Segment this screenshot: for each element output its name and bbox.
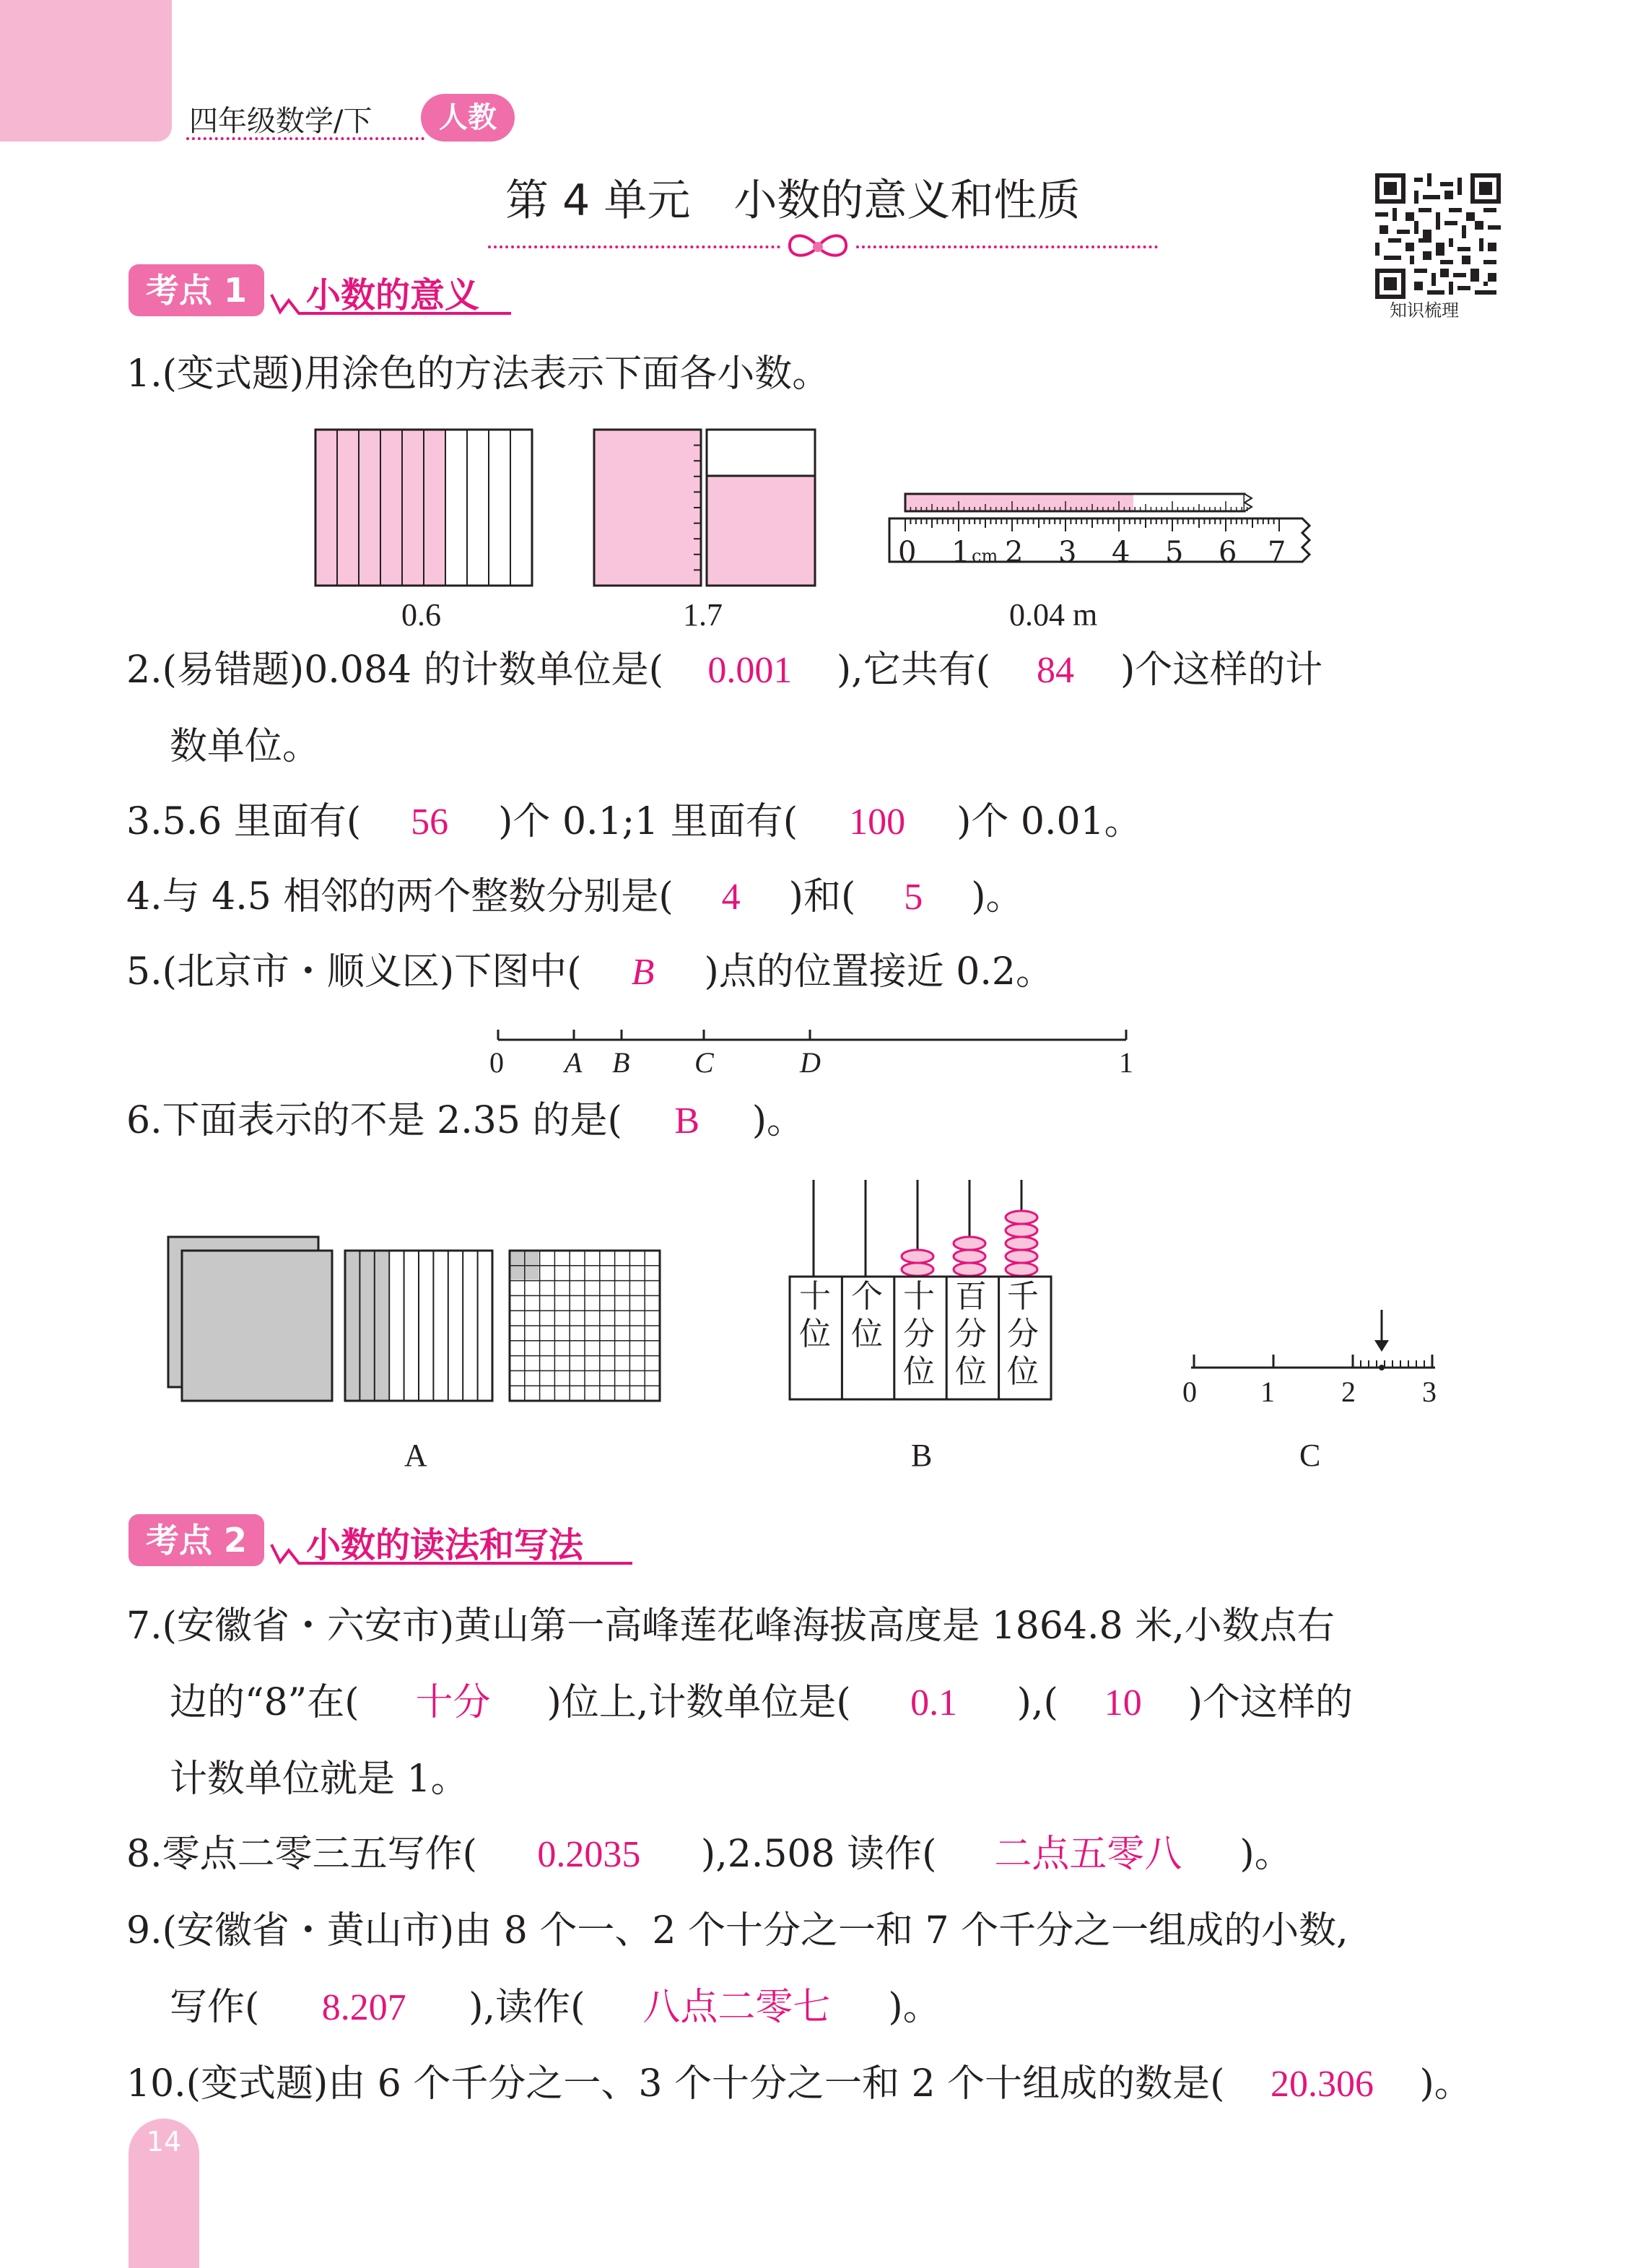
q6-line: 6.下面表示的不是 2.35 的是( B )。 (126, 1099, 805, 1142)
q8-answer1: 0.2035 (537, 1834, 641, 1875)
ruler-num-1: 1 (951, 536, 970, 569)
q5-label-c: C (694, 1046, 714, 1079)
q7-answer2: 0.1 (910, 1682, 958, 1724)
q6c-num-2: 2 (1341, 1376, 1356, 1408)
q2-line1: 2.(易错题)0.084 的计数单位是( 0.001 ),它共有( 84 )个这样的计 (126, 648, 1323, 692)
section1-title: 小数的意义 (306, 275, 480, 316)
section1-underline (267, 289, 513, 318)
q6-option-a-figure (166, 1235, 671, 1408)
q5-label-d: D (800, 1046, 821, 1079)
ruler-num-4: 4 (1112, 536, 1130, 569)
q6-option-a-label: A (404, 1438, 427, 1473)
ruler-num-0: 0 (898, 536, 917, 569)
q5-label-1: 1 (1119, 1046, 1133, 1079)
section2-title: 小数的读法和写法 (306, 1525, 584, 1565)
qr-caption: 知识梳理 (1390, 300, 1459, 321)
q7-line3: 计数单位就是 1。 (170, 1758, 468, 1801)
unit-title: 第 4 单元 小数的意义和性质 (505, 175, 1081, 226)
q1-label-a: 0.6 (401, 597, 441, 633)
section1-badge: 考点 1 (128, 264, 264, 316)
section2-badge: 考点 2 (128, 1514, 264, 1566)
bow-icon (785, 228, 850, 266)
q7-line2: 边的“8”在( 十分 )位上,计数单位是( 0.1 ),( 10 )个这样的 (170, 1681, 1354, 1724)
q10-line: 10.(变式题)由 6 个千分之一、3 个十分之一和 2 个十组成的数是( 20.306 )。 (126, 2062, 1472, 2106)
q6c-num-3: 3 (1422, 1376, 1437, 1408)
q4-answer2: 5 (904, 877, 923, 918)
ruler-num-6: 6 (1219, 536, 1237, 569)
q7-line1: 7.(安徽省・六安市)黄山第一高峰莲花峰海拔高度是 1864.8 米,小数点右 (126, 1604, 1335, 1648)
q4-answer1: 4 (721, 877, 741, 918)
title-dots-right (856, 246, 1158, 248)
ruler-num-7: 7 (1268, 536, 1286, 569)
abacus-label-1: 个位 (851, 1278, 883, 1352)
q2-line2: 数单位。 (170, 725, 321, 768)
q2-answer1: 0.001 (707, 650, 793, 691)
abacus-label-4: 千分位 (1007, 1278, 1039, 1390)
title-dots-left (488, 246, 780, 248)
q9-answer1: 8.207 (321, 1987, 406, 2028)
q9-line2: 写作( 8.207 ),读作( 八点二零七 )。 (170, 1986, 941, 2029)
qr-code-icon (1375, 173, 1501, 299)
ruler-unit: cm (972, 546, 998, 566)
q2-answer2: 84 (1036, 650, 1074, 691)
ruler-num-3: 3 (1058, 536, 1077, 569)
q8-answer2: 二点五零八 (994, 1834, 1182, 1875)
q6c-num-0: 0 (1182, 1376, 1197, 1408)
q9-answer2: 八点二零七 (642, 1987, 831, 2028)
q6-answer: B (674, 1100, 700, 1142)
ruler-num-2: 2 (1005, 536, 1024, 569)
q10-answer: 20.306 (1270, 2064, 1374, 2105)
q6c-num-1: 1 (1260, 1376, 1275, 1408)
q7-answer1: 十分 (415, 1682, 491, 1724)
q1-label-b: 1.7 (683, 597, 723, 633)
q8-line: 8.零点二零三五写作( 0.2035 ),2.508 读作( 二点五零八 )。 (126, 1833, 1292, 1876)
q1-label-c: 0.04 m (1009, 597, 1098, 633)
q5-label-a: A (565, 1046, 583, 1079)
abacus-label-2: 十分位 (903, 1278, 935, 1390)
section2-underline (267, 1539, 635, 1568)
q7-answer3: 10 (1104, 1682, 1142, 1724)
q5-label-b: B (612, 1046, 630, 1079)
q1-fig-b (592, 427, 817, 588)
q1-text: 1.(变式题)用涂色的方法表示下面各小数。 (126, 352, 830, 396)
q5-line: 5.(北京市・顺义区)下图中( B )点的位置接近 0.2。 (126, 950, 1053, 994)
q6-option-b-label: B (911, 1438, 933, 1473)
q4-line: 4.与 4.5 相邻的两个整数分别是( 4 )和( 5 )。 (126, 875, 1024, 918)
q3-answer1: 56 (411, 801, 449, 843)
q6-option-c-numberline (1184, 1307, 1444, 1379)
page-number: 14 (146, 2126, 182, 2158)
edition-badge: 人教 (421, 94, 515, 142)
q9-line1: 9.(安徽省・黄山市)由 8 个一、2 个十分之一和 7 个千分之一组成的小数, (126, 1909, 1348, 1952)
ruler-num-5: 5 (1165, 536, 1184, 569)
q3-line: 3.5.6 里面有( 56 )个 0.1;1 里面有( 100 )个 0.01。 (126, 800, 1142, 843)
header-dots (186, 137, 424, 140)
q1-fig-a (313, 427, 534, 588)
abacus-label-3: 百分位 (955, 1278, 987, 1390)
q5-label-0: 0 (489, 1046, 504, 1079)
q5-answer: B (631, 952, 655, 993)
header-grade: 四年级数学/下 (189, 105, 372, 138)
q3-answer2: 100 (849, 801, 906, 843)
q6-option-c-label: C (1299, 1438, 1321, 1473)
corner-tab (0, 0, 172, 142)
abacus-label-0: 十位 (799, 1278, 831, 1352)
